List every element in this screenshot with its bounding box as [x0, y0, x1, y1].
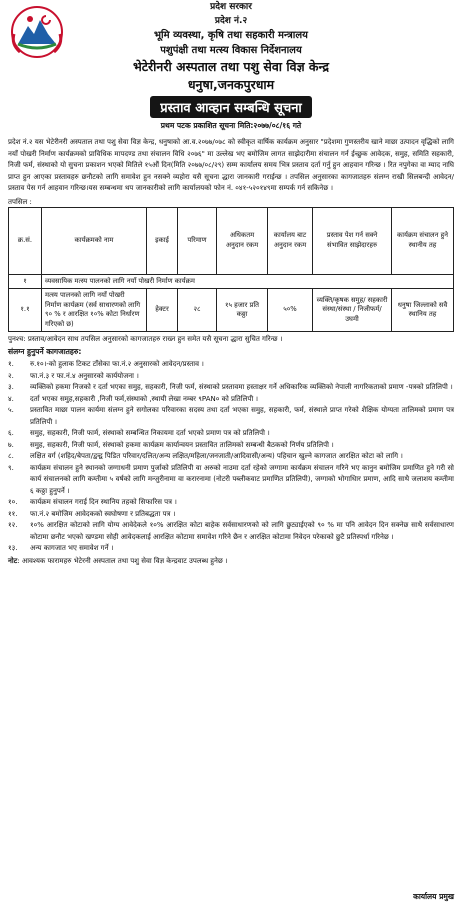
- item-text: समुह, सहकारी, निजी फार्म, संस्थाको हकमा कार्यक्रम कार्यान्वयन प्रस्तावित तालिमको सम्बन्धी बैठकको निर्णय प्रतिलिपी ।: [30, 440, 334, 449]
- col-quantity: परिमाण: [178, 207, 217, 274]
- header-office: भेटेरीनरी अस्पताल तथा पशु सेवा विज्ञ केन्द्र: [132, 59, 330, 74]
- col-partners: प्रस्ताव पेश गर्न सक्ने संभावित साझेदारहरु: [313, 207, 392, 274]
- table-label: तपसिल :: [8, 197, 32, 206]
- item-number: ३.: [8, 383, 14, 391]
- item-text: कार्यक्रम संचालन गराई दिन स्थानिय तहको सिफारिस पत्र ।: [30, 498, 177, 506]
- table-section-row: [9, 274, 454, 289]
- list-item: [8, 543, 454, 555]
- item-number: २.: [8, 371, 14, 380]
- item-number: ६.: [8, 429, 14, 437]
- table-header-row: [9, 207, 454, 274]
- item-text: दर्ता भएका समुह,सहकारी ,निजी फर्म,संस्थाको ,स्थायी लेखा नम्बर ९PAN० को प्रतिलिपी ।: [30, 394, 259, 403]
- col-program-name: कार्यक्रमको नाम: [42, 207, 147, 274]
- cell-local-level: धनुषा जिल्लाको सवै स्थानिय तह: [392, 289, 454, 332]
- item-text: १०% आरक्षित कोटाको लागि योग्य आवेदेकले १०% आरक्षित कोटा बाहेक सर्वसाधारणको को लागि छुट्याईएको ९० % मा पनि आवेदन दिन सक्नेछ साथै सर्वसाधारण कोटामा छनौट भएको खण्डमा सोही आवेदकलाई आरक्षित कोटामा समावेश गरिने छैन र आरक्षित कोटामा निवेदन परेकाको छुटै प्रतिस्पर्धा गरिनेछ ।: [30, 521, 454, 541]
- item-text: प्रस्तावित माछा पालन कार्यमा संलग्न हुने सगोलका परिवारका सदस्य तथा दर्ता भएका समुह, सहकारी, फर्म, संस्थाले प्राप्त गरेको शैक्षिक योग्यता तालिमको प्रमाण पत्र प्रतिलिपी ।: [30, 406, 454, 426]
- col-max-grant: अधिकतम अनुदान रकम: [217, 207, 268, 274]
- cell-quantity: २८: [178, 289, 217, 332]
- item-text: रु.१०।-को हुलाक टिकट टाँसेका फा.नं.२ अनुसारको आवेदन/प्रस्ताव ।: [30, 360, 204, 368]
- list-item: [8, 359, 454, 371]
- item-number: १२.: [8, 521, 18, 529]
- section-number: १: [9, 274, 42, 289]
- item-text: अन्य कागजात भए समावेश गर्ने ।: [30, 544, 114, 552]
- publish-date: प्रथम पटक प्रकाशित सूचना मिति:२०७७/०८/१६ गते: [160, 121, 302, 130]
- note-line: [8, 556, 454, 567]
- item-number: ११.: [8, 509, 18, 518]
- cell-unit: हेक्टर: [147, 289, 178, 332]
- list-item: [8, 382, 454, 394]
- col-office-grant: कार्यालय बाट अनुदान रकम: [268, 207, 313, 274]
- header-line-2: प्रदेश नं.२: [214, 16, 248, 26]
- cell-sn: १.१: [9, 289, 42, 332]
- notice-header: [8, 0, 454, 131]
- item-number: ४.: [8, 394, 14, 403]
- list-item: [8, 405, 454, 428]
- list-item: [8, 451, 454, 463]
- cell-office-grant: ५०%: [268, 289, 313, 332]
- item-number: ९.: [8, 463, 14, 472]
- section-title: व्यवसायिक मत्स्य पालनको लागि नयाँ पोखरी निर्माण कार्यक्रम: [42, 274, 454, 289]
- item-text: फा.नं.२ बमोजिम आवेदकको स्वघोषणा र प्रतिबद्धता पत्र ।: [30, 509, 176, 518]
- cell-program-name: मत्स्य पालनको लागि नयाँ पोखरी निर्माण कार्यक्रम (सर्व साधारणको लागि ९० % र आरक्षित १०% कोटा निर्धारण गरिएको छ): [42, 289, 147, 332]
- table-footnote: पुनश्च: प्रस्ताव/आवेदन साथ तपसिल अनुसारको कागजातहरु राख्न हुन समेत यसै सूचना द्धारा सुचित गरिन्छ ।: [8, 335, 283, 343]
- list-item: [8, 394, 454, 406]
- list-item: [8, 509, 454, 521]
- signature-label: कार्यालय प्रमुख: [413, 892, 454, 901]
- col-local-level: कार्यक्रम संचालन हुने स्थानीय तह: [392, 207, 454, 274]
- item-number: १०.: [8, 498, 18, 506]
- list-item: [8, 463, 454, 498]
- list-item: [8, 428, 454, 440]
- item-text: व्यक्तिको हकमा निजको र दर्ता भएका समुह, सहकारी, निजी फर्म, संस्थाको प्रस्तावमा हस्ताक्षर गर्ने अधिकारिक व्यक्तिको नेपाली नागरिकताको प्रमाण -पत्रको प्रतिलिपी ।: [30, 383, 453, 391]
- table-row: [9, 289, 454, 332]
- list-item: [8, 440, 454, 452]
- item-text: समुह, सहकारी, निजी फार्म, संस्थाको सम्बन्धित निकायमा दर्ता भएको प्रमाण पत्र को प्रतिलिपी ।: [30, 429, 270, 437]
- header-location: धनुषा,जनकपुरधाम: [187, 77, 275, 92]
- program-table: [8, 207, 454, 333]
- item-number: ८.: [8, 452, 14, 460]
- note-label: नोट: [8, 556, 18, 565]
- item-text: फा.नं.३ र फा.नं.४ अनुसारको कार्ययोजना ।: [30, 371, 139, 380]
- col-sn: क्र.सं.: [9, 207, 42, 274]
- item-text: कार्यक्रम संचालन हुने स्थानको जग्गाधनी प्रमाण पुर्जाको प्रतिलिपी वा अरुको नाउमा दर्ता रहेको जग्गामा कार्यक्रम संचालन गरिने भए कानुन बमोजिम प्रमाणित हुने गरी सो कार्य संचालनको लागि कम्तीमा ५ वर्षको लागि मन्जुरीनामा वा करारनामा (नोटरी पब्लीकवाट प्रमाणित प्रतिलिपी), जग्गाको भोगाधिार प्रमाण, आदि साथै जलाशय कम्तीमा ६ कठ्ठा हुनुपर्ने ।: [30, 463, 454, 495]
- documents-heading: संलग्न हुनुपर्ने कागजातहरु:: [8, 347, 82, 356]
- list-item: [8, 520, 454, 543]
- col-unit: इकाई: [147, 207, 178, 274]
- header-directorate: पशुपंक्षी तथा मत्स्य विकास निर्देशनालय: [160, 45, 302, 56]
- notice-title: प्रस्ताव आव्हान सम्बन्धि सूचना: [150, 96, 312, 118]
- list-item: [8, 371, 454, 383]
- item-number: १३.: [8, 544, 18, 552]
- item-text: लक्षित वर्ग (शहिद/बेपता/द्वन्द्व पिडित परिवार/दलित/अन्य लक्षित/महिला/जनजाती/आदिवासी/अन्य) पहिचान खुल्ने कागजात आरक्षित कोटा को लागि ।: [30, 452, 403, 460]
- cell-max-grant: १५ हजार प्रति कठ्ठा: [217, 289, 268, 332]
- item-number: ७.: [8, 440, 14, 449]
- list-item: [8, 497, 454, 509]
- header-line-1: प्रदेश सरकार: [210, 2, 252, 12]
- intro-paragraph: प्रदेश नं.२ यस भेटेरीनरी अस्पताल तथा पशु सेवा विज्ञ केन्द्र, धनुषाको आ.व.२०७७/०७८ को स्वीकृत वार्षिक कार्यक्रम अनुसार "प्रदेशमा गुणस्तरीय खाने माछा उत्पादन वृद्धिको लागि नयाँ पोखरी निर्माण कार्यक्रमको प्राविधिक मापदण्ड तथा संचालन विधि २०७६" मा उल्लेख भए बमोजिम लागत साझेदारीमा संचालन गर्न ईच्छुक आवेदक, समुह, समिति सहकारी, निजी फर्म, संस्थाको यो सुचना प्रकाशन भएको मितिले १५औं दिन(मिति २०७७/०८/२९) सम्म कार्यालय समय भित्र प्रस्ताव दर्ता गर्नु हुन आहवान गरिन्छ । रित नपुगेका वा म्याद नाघि प्राप्त हुन आएका प्रस्तावहरु छनौटको लागि समावेश हुन नसक्ने व्यहोरा यसै सूचना द्धारा जानकारी गराईन्छ । तपसिल अनुसारका कागजातहरु संलग्न राखी सिलबन्दी आवेदन/प्रस्ताव पेस गर्न आहवान गरिन्छ।यस सम्बन्धमा थप जानकारीको लागि कार्यालयको फोन नं. ०४१-५२०१४९मा सम्पर्क गर्न सकिनेछ ।: [8, 138, 454, 192]
- item-number: ५.: [8, 406, 14, 414]
- item-number: १.: [8, 360, 14, 368]
- header-ministry: भूमि व्यवस्था, कृषि तथा सहकारी मन्त्रालय: [154, 30, 308, 41]
- documents-list: [8, 359, 454, 555]
- note-text: : आवश्यक फारामहरु भेटेरनी अस्पताल तथा पशु सेवा विज्ञ केन्द्रवाट उपलब्ध हुनेछ ।: [17, 556, 228, 565]
- nepal-emblem-icon: [8, 4, 66, 60]
- cell-partners: व्यक्ति/कृषक समुह/ सहकारी संस्था/संस्था / निजीफर्म/ उघमी: [313, 289, 392, 332]
